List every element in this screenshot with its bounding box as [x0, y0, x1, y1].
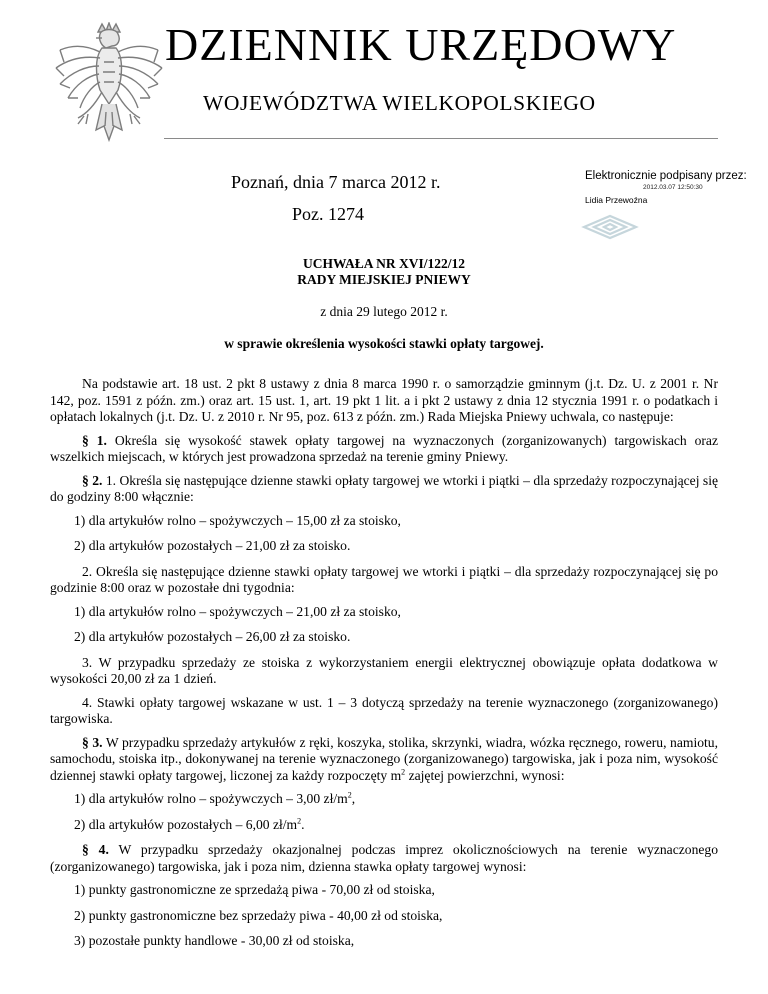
section-3	[50, 735, 718, 785]
publication-date: Poznań, dnia 7 marca 2012 r.	[231, 172, 441, 192]
masthead-title: DZIENNIK URZĘDOWY	[165, 19, 677, 70]
section-2-paragraph-1	[50, 473, 718, 506]
list-item: 3) pozostałe punkty handlowe - 30,00 zł od stoiska,	[74, 933, 355, 948]
position-number: Poz. 1274	[292, 204, 364, 224]
masthead-subtitle: WOJEWÓDZTWA WIELKOPOLSKIEGO	[203, 91, 596, 115]
list-item: 2) dla artykułów pozostałych – 21,00 zł za stoisko.	[74, 538, 351, 553]
preamble: Na podstawie art. 18 ust. 2 pkt 8 ustawy z dnia 8 marca 1990 r. o samorządzie gminnym (j.t. Dz. U. z 2001 r. Nr 142, poz. 1591 z późn. zm.) oraz art. 15 ust. 1, art. 19 pkt 1 lit. a i pkt 2 ustawy z dnia 12 stycznia 1991 r. o podatkach i opłatach lokalnych (j.t. Dz. U. z 2010 r. Nr 95, poz. 613 z późn. zm.) Rada Miejska Pniewy uchwala, co następuje:	[50, 376, 718, 424]
signature-signer: Lidia Przewoźna	[585, 195, 648, 205]
document-body	[50, 376, 718, 959]
superscript: 2	[297, 815, 302, 825]
section-2-paragraph-2: 2. Określa się następujące dzienne stawki opłaty targowej we wtorki i piątki – dla sprzedaży rozpoczynającej się po godzinie 8:00 oraz w pozostałe dni tygodnia:	[50, 563, 718, 595]
section-2-paragraph-4: 4. Stawki opłaty targowej wskazane w ust. 1 – 3 dotyczą sprzedaży na terenie wyznaczonego (zorganizowanego) targowiska.	[50, 694, 718, 726]
section-label: § 1.	[82, 432, 107, 448]
list-item: 1) dla artykułów rolno – spożywczych – 21,00 zł za stoisko,	[74, 603, 401, 619]
section-text: W przypadku sprzedaży artykułów z ręki, koszyka, stolika, skrzynki, wiadra, wózka ręcznego, roweru, namiotu, samochodu, stoiska itp., dokonywanej na terenie wyznaczonego (zorganizowanego) targowiska, jak i poza nim, wysokość dziennej stawki opłaty targowej, liczonej za każdy rozpoczęty m	[50, 734, 718, 783]
list-item	[50, 817, 718, 834]
list-item-text: 1) dla artykułów rolno – spożywczych – 3,00 zł/m	[74, 791, 348, 806]
section-text: Określa się wysokość stawek opłaty targowej na wyznaczonych (zorganizowanych) targowiskach oraz wszelkich miejscach, w których jest prowadzona sprzedaż na terenie gminy Pniewy.	[50, 432, 719, 464]
section-text: zajętej powierzchni, wynosi:	[405, 767, 565, 783]
section-label: § 2.	[82, 472, 103, 488]
list-item-punct: .	[301, 816, 305, 832]
section-4	[50, 842, 718, 875]
signature-check-icon	[580, 213, 640, 241]
list-item: 1) dla artykułów rolno – spożywczych – 15,00 zł za stoisko,	[74, 512, 401, 528]
section-label: § 4.	[82, 842, 109, 857]
list-item-punct: ,	[351, 791, 356, 806]
superscript: 2	[401, 766, 406, 776]
section-text: 1. Określa się następujące dzienne stawki opłaty targowej we wtorki i piątki – dla sprzedaży rozpoczynającej się do godziny 8:00 włącznie:	[50, 472, 719, 504]
resolution-number: UCHWAŁA NR XVI/122/12	[302, 256, 465, 271]
superscript: 2	[347, 790, 352, 800]
resolution-title	[0, 256, 768, 288]
eagle-emblem-icon	[50, 22, 168, 150]
council-name: RADY MIEJSKIEJ PNIEWY	[297, 272, 471, 287]
signature-label: Elektronicznie podpisany przez:	[585, 170, 747, 182]
section-text: W przypadku sprzedaży okazjonalnej podczas imprez okolicznościowych na terenie wyznaczonego (zorganizowanego) targowiska, jak i poza nim, dzienna stawka opłaty targowej wynosi:	[50, 842, 718, 874]
list-item: 2) punkty gastronomiczne bez sprzedaży piwa - 40,00 zł od stoiska,	[74, 907, 443, 923]
masthead-divider	[164, 138, 718, 139]
list-item: 2) dla artykułów pozostałych – 26,00 zł za stoisko.	[74, 629, 351, 644]
resolution-subject: w sprawie określenia wysokości stawki opłaty targowej.	[224, 336, 544, 351]
list-item	[50, 791, 718, 808]
section-2-paragraph-3: 3. W przypadku sprzedaży ze stoiska z wykorzystaniem energii elektrycznej obowiązuje opłata dodatkowa w wysokości 20,00 zł za 1 dzień.	[50, 654, 718, 686]
list-item-text: 2) dla artykułów pozostałych – 6,00 zł/m	[74, 816, 298, 832]
resolution-date: z dnia 29 lutego 2012 r.	[320, 304, 448, 319]
section-1	[50, 433, 718, 466]
section-label: § 3.	[82, 734, 103, 750]
list-item: 1) punkty gastronomiczne ze sprzedażą piwa - 70,00 zł od stoiska,	[74, 882, 435, 897]
signature-timestamp: 2012.03.07 12:50:30	[643, 184, 703, 191]
